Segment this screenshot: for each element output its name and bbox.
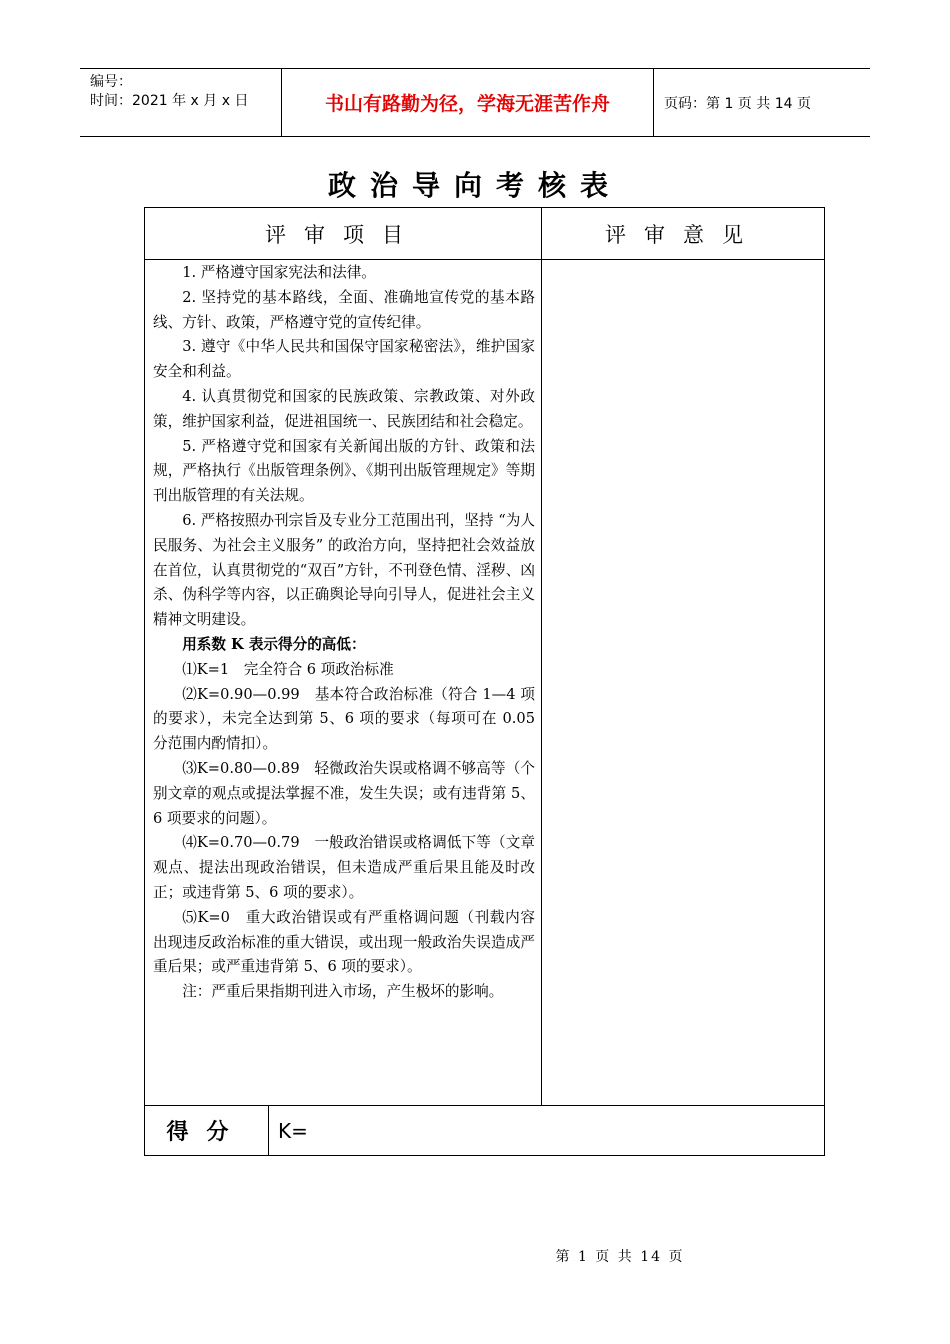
document-number: 编号： bbox=[90, 74, 132, 90]
document-date: 时间：2021 年 x 月 x 日 bbox=[90, 93, 249, 109]
criterion-paragraph: 5. 严格遵守党和国家有关新闻出版的方针、政策和法规，严格执行《出版管理条例》、《期刊出版管理规定》等期刊出版管理的有关法规。 bbox=[153, 437, 535, 505]
coefficient-heading: 用系数 K 表示得分的高低： bbox=[182, 635, 366, 653]
table-rule bbox=[145, 259, 824, 260]
score-value-field[interactable]: K= bbox=[278, 1118, 308, 1143]
column-header-review-items: 评审项目 bbox=[265, 222, 421, 247]
assessment-table bbox=[144, 207, 825, 1156]
score-criterion: ⑷K=0.70—0.79 一般政治错误或格调低下等（文章观点、提法出现政治错误，但未造成严重后果且能及时改正；或违背第 5、6 项的要求）。 bbox=[153, 834, 535, 901]
header-motto: 书山有路勤为径，学海无涯苦作舟 bbox=[324, 93, 610, 115]
header-page-number: 页码：第 1 页 共 14 页 bbox=[664, 95, 811, 112]
header-divider bbox=[653, 69, 654, 136]
criterion-paragraph: 4. 认真贯彻党和国家的民族政策、宗教政策、对外政策，维护国家利益，促进祖国统一、民族团结和社会稳定。 bbox=[153, 387, 535, 430]
criterion-paragraph: 2. 坚持党的基本路线，全面、准确地宣传党的基本路线、方针、政策，严格遵守党的宣传纪律。 bbox=[153, 288, 535, 331]
page-title: 政治导向考核表 bbox=[327, 169, 622, 202]
table-column-divider bbox=[541, 208, 542, 1105]
review-items-cell bbox=[153, 261, 535, 1005]
note-text: 注：严重后果指期刊进入市场，产生极坏的影响。 bbox=[182, 983, 504, 1001]
criterion-paragraph: 1. 严格遵守国家宪法和法律。 bbox=[182, 264, 376, 281]
document-header bbox=[80, 68, 870, 137]
column-header-review-opinion: 评审意见 bbox=[605, 222, 761, 247]
header-meta bbox=[90, 73, 248, 111]
table-column-divider bbox=[268, 1105, 269, 1155]
score-criterion: ⑶K=0.80—0.89 轻微政治失误或格调不够高等（个别文章的观点或提法掌握不准，发生失误；或有违背第 5、6 项要求的问题）。 bbox=[153, 759, 535, 827]
page-footer: 第 1 页 共 14 页 bbox=[555, 1249, 685, 1265]
score-criterion: ⑵K=0.90—0.99 基本符合政治标准（符合 1—4 项的要求），未完全达到第 5、6 项的要求（每项可在 0.05 分范围内酌情扣）。 bbox=[153, 685, 535, 753]
score-criterion: ⑸K=0 重大政治错误或有严重格调问题（刊载内容出现违反政治标准的重大错误，或出现一般政治失误造成严重后果；或严重违背第 5、6 项的要求）。 bbox=[153, 908, 535, 976]
score-label: 得分 bbox=[166, 1120, 247, 1145]
score-criterion: ⑴K=1 完全符合 6 项政治标准 bbox=[182, 660, 394, 678]
criterion-paragraph: 6. 严格按照办刊宗旨及专业分工范围出刊，坚持 “为人民服务、为社会主义服务” 的政治方向，坚持把社会效益放在首位，认真贯彻党的“双百”方针，不刊登色情、淫秽、凶杀、伪科学等内容，以正确舆论导向引导人，促进社会主义精神文明建设。 bbox=[153, 511, 535, 629]
criterion-paragraph: 3. 遵守《中华人民共和国保守国家秘密法》，维护国家安全和利益。 bbox=[153, 338, 535, 381]
